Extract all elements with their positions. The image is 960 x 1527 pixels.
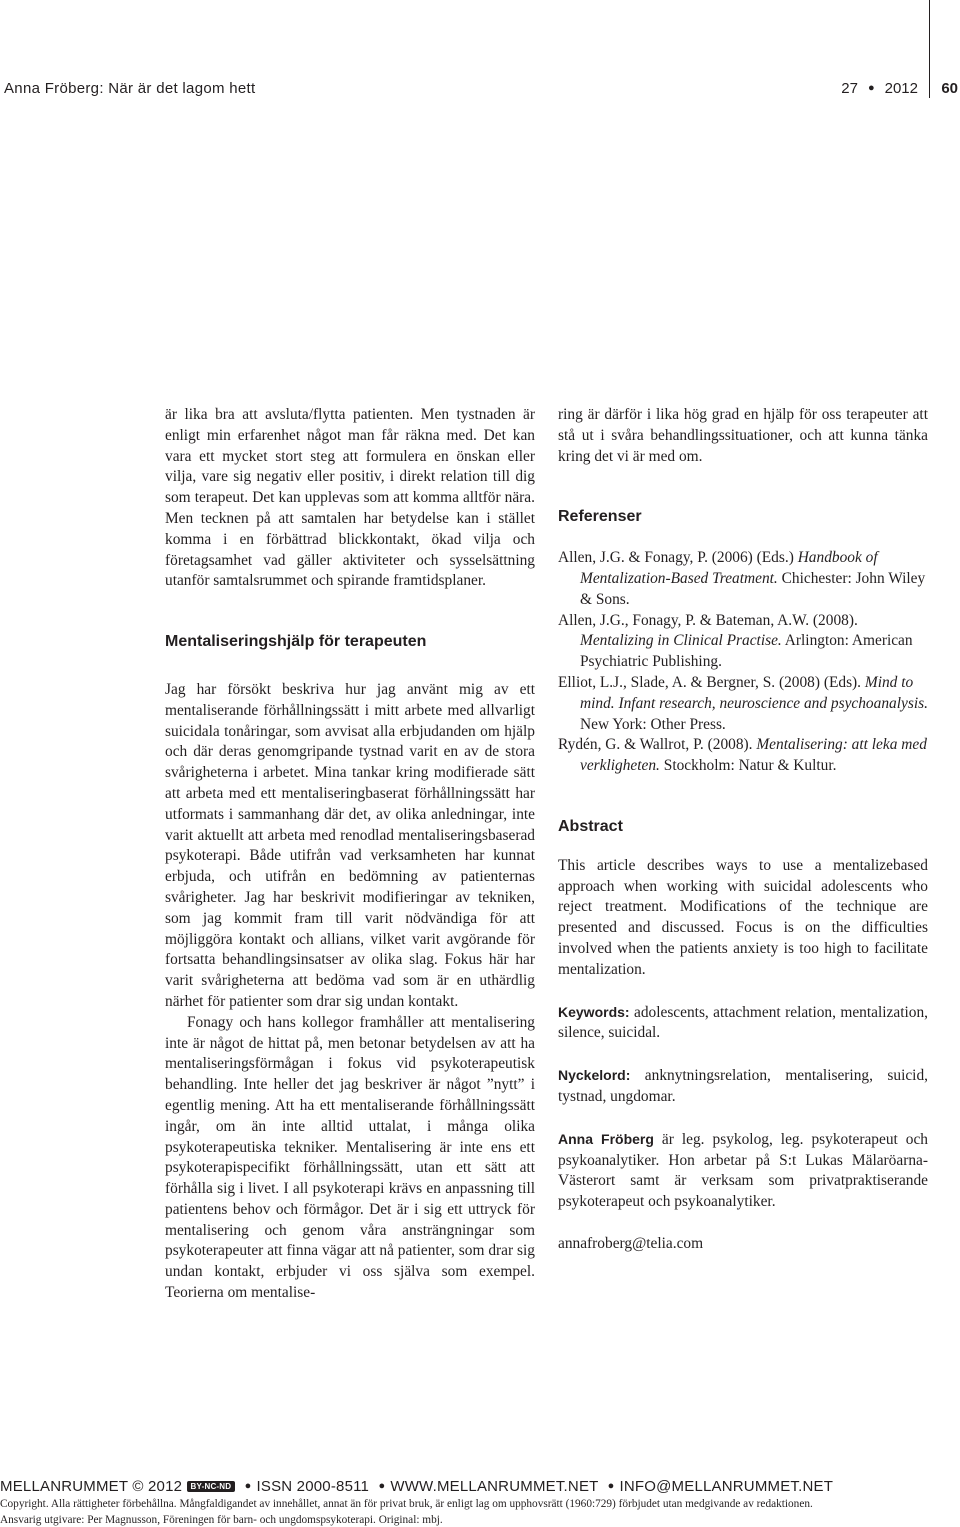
reference-item <box>558 673 928 735</box>
header-divider <box>929 0 930 98</box>
reference-authors: Allen, J.G., Fonagy, P. & Bateman, A.W. (2008). <box>558 611 858 629</box>
right-column <box>558 405 928 1255</box>
reference-title: Handbook of Mentalization-Based Treatment. <box>580 549 878 587</box>
issue-number: 27 <box>841 80 858 97</box>
reference-publisher: New York: Other Press. <box>580 715 726 733</box>
publication-name: MELLANRUMMET <box>0 1478 128 1495</box>
contact-email-link[interactable]: INFO@MELLANRUMMET.NET <box>619 1478 834 1495</box>
website-link[interactable]: WWW.MELLANRUMMET.NET <box>390 1478 599 1495</box>
bullet-separator: ● <box>244 1480 252 1492</box>
bullet-separator: ● <box>867 82 875 94</box>
bullet-separator: ● <box>378 1480 386 1492</box>
abstract-heading: Abstract <box>558 817 623 835</box>
body-paragraph: Jag har försökt beskriva hur jag använt mig av ett mentaliserande förhållningssätt i mitt arbete med allvarligt suicidala tonåringar, som avvisat alla erbjudanden om hjälp och där deras genomgripande tystnad varit en av de stora svårigheterna i arbetet. Mina tankar kring modifierade sätt att arbeta med ett mentaliseringbaserat förhållningssätt har utformats i sammanhang där det, av olika anledningar, inte varit aktuellt att arbeta med renodlad mentaliseringsbaserad psykoterapi. Både utifrån vad verksamheten har kunnat erbjuda, och utifrån en bedömning av patienternas svårigheter. Jag har beskrivit modifieringar av tekniken, som jag kommit fram till varit nödvändiga för att möjliggöra kontakt och allians, vilket varit avgörande för fortsatta behandlingsinsatser av olika slag. Fokus här har varit svårigheterna att bedöma vad som är en uthärdlig närhet för patienter som drar sig undan kontakt. <box>165 680 535 1010</box>
keywords-label: Keywords: <box>558 1003 630 1020</box>
reference-item <box>558 611 928 673</box>
body-paragraph: ring är därför i lika hög grad en hjälp för oss terapeuter att stå ut i svåra behandlingssituationer, och att kunna tänka kring det vi är med om. <box>558 406 928 465</box>
reference-title: Mentalizing in Clinical Practise. <box>580 632 782 650</box>
left-column <box>165 405 535 1304</box>
keywords <box>558 1002 928 1045</box>
reference-authors: Rydén, G. & Wallrot, P. (2008). <box>558 736 757 754</box>
reference-authors: Allen, J.G. & Fonagy, P. (2006) (Eds.) <box>558 549 798 567</box>
body-paragraph: är lika bra att avsluta/flytta patienten. Men tystnaden är enligt min erfarenhet något man får räkna med. Det kan vara ett mycket stort steg att formulera en önskan eller vilja, vare sig negativ eller positiv, i direkt relation till dig som terapeut. Det kan upplevas som att komma alltför nära. Men tecknen på att samtalen har betydelse kan i stället komma i en förbättrad blickkontakt, ökad vilja och företagsamhet vad gäller aktiviteter och sysselsättning utanför samtalsrummet och spirande framtidsplaner. <box>165 406 535 590</box>
reference-list <box>558 548 928 777</box>
author-email[interactable]: annafroberg@telia.com <box>558 1234 704 1252</box>
issue-year: 2012 <box>884 80 918 97</box>
nyckelord-label: Nyckelord: <box>558 1067 631 1084</box>
running-title: Anna Fröberg: När är det lagom hett <box>4 80 256 97</box>
reference-authors: Elliot, L.J., Slade, A. & Bergner, S. (2008) (Eds). <box>558 673 865 691</box>
reference-title: Mind to mind. Infant research, neuroscience and psychoanalysis. <box>580 673 928 712</box>
cc-license-icon[interactable]: BY-NC-ND <box>187 1481 236 1492</box>
page-number: 60 <box>941 80 958 97</box>
issn: ISSN 2000-8511 <box>256 1478 370 1495</box>
keywords-text: adolescents, attachment relation, mentalization, silence, suicidal. <box>558 1003 928 1042</box>
copyright-notice: Copyright. Alla rättigheter förbehållna. Mångfaldigandet av innehållet, annat än för privat bruk, är enligt lag om upphovsrätt (1960:729) förbjudet utan medgivande av redaktionen. <box>0 1498 813 1510</box>
page-header <box>4 80 960 104</box>
reference-publisher: Stockholm: Natur & Kultur. <box>659 757 837 775</box>
abstract-text: This article describes ways to use a mentalizebased approach when working with suicidal adolescents who reject treatment. Modifications of the technique are presented and discussed. Focus is on the difficulties involved when the patients anxiety is too high to facilitate mentalization. <box>558 856 928 978</box>
bullet-separator: ● <box>607 1480 615 1492</box>
body-paragraph: Fonagy och hans kollegor framhåller att mentalisering inte är något de hittat på, men betonar betydelsen av att ha mentaliseringsförmågan i fokus vid psykoterapeutisk behandling. Inte heller det jag beskriver är något ”nytt” i egentlig mening. Att ha ett mentaliserande förhållningssätt ingår, om än inte alltid uttalat, i många olika psykoterapeutiska tekniker. Mentalisering är inte ens ett psykoterapispecifikt förhållningssätt, utan ett sätt att förhålla sig i livet. I all psykoterapi krävs en anpassning till patientens behov och förmågor. Det är i sig ett uttryck för mentalisering och genom våra ansträngningar som psykoterapeuter att finna vägar att nå patienter, som drar sig undan kontakt, erbjuder vi oss själva som exempel. Teorierna om mentalise- <box>165 1013 535 1302</box>
nyckelord <box>558 1065 928 1108</box>
publisher-notice: Ansvarig utgivare: Per Magnusson, Föreningen för barn- och ungdomspsykoterapi. Original: mbj. <box>0 1514 443 1526</box>
reference-item <box>558 548 928 610</box>
reference-publisher: Arlington: American Psychiatric Publishing. <box>580 632 913 671</box>
author-name: Anna Fröberg <box>558 1130 654 1147</box>
nyckelord-text: anknytningsrelation, mentalisering, suicid, tystnad, ungdomar. <box>558 1067 928 1105</box>
footer-publication-line <box>0 1478 833 1495</box>
section-heading: Mentaliseringshjälp för terapeuten <box>165 633 427 651</box>
reference-publisher: Chichester: John Wiley & Sons. <box>580 569 926 608</box>
copyright-symbol: © <box>132 1478 144 1495</box>
references-heading: Referenser <box>558 508 642 526</box>
issue-info <box>841 80 918 97</box>
reference-title: Mentalisering: att leka med verkligheten. <box>580 736 927 775</box>
author-bio-text: är leg. psykolog, leg. psykoterapeut och psykoanalytiker. Hon arbetar på S:t Lukas Mälaröarna-Västerort samt är verksam som privatpraktiserande psykoterapeut och psykoanalytiker. <box>558 1130 929 1211</box>
footer-year: 2012 <box>148 1478 183 1495</box>
author-bio <box>558 1129 928 1213</box>
reference-item <box>558 735 928 777</box>
